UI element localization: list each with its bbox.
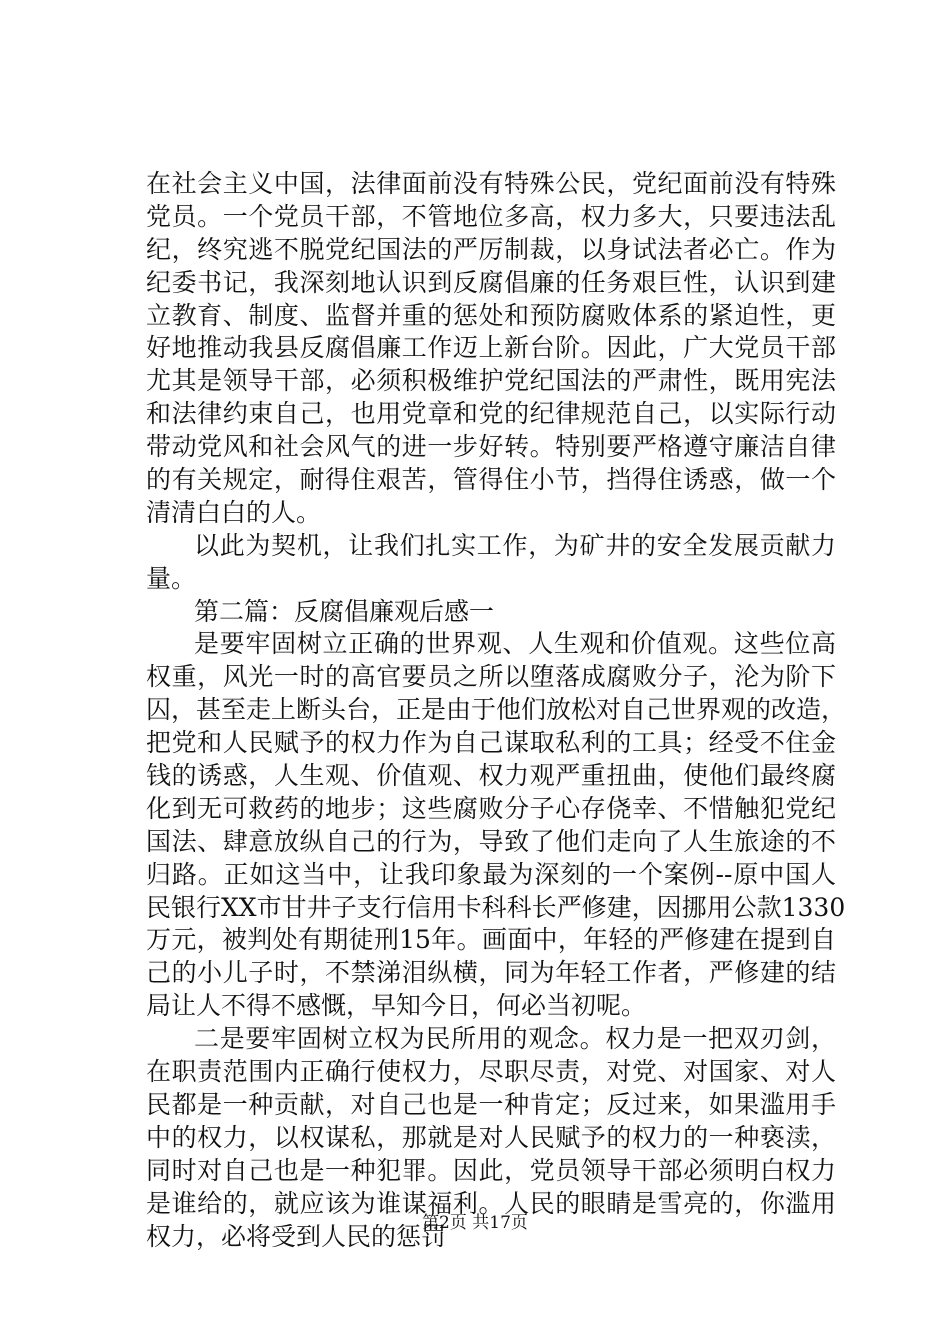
text-line: 民银行XX市甘井子支行信用卡科科长严修建，因挪用公款1330 bbox=[146, 892, 846, 922]
page-number-footer: 第2页 共17页 bbox=[422, 1213, 528, 1233]
text-line: 权力，必将受到人民的惩罚 bbox=[146, 1221, 447, 1251]
text-line: 囚，甚至走上断头台，正是由于他们放松对自己世界观的改造， bbox=[146, 695, 847, 725]
document-body bbox=[146, 168, 847, 1253]
text-line: 在职责范围内正确行使权力，尽职尽责，对党、对国家、对人 bbox=[146, 1057, 836, 1087]
text-line: 尤其是领导干部，必须积极维护党纪国法的严肃性，既用宪法 bbox=[146, 366, 836, 396]
text-line: 带动党风和社会风气的进一步好转。特别要严格遵守廉洁自律 bbox=[146, 432, 836, 462]
paragraph-first-line: 以此为契机，让我们扎实工作，为矿井的安全发展贡献力 bbox=[194, 530, 836, 560]
text-line: 量。 bbox=[146, 563, 197, 593]
text-line: 纪，终究逃不脱党纪国法的严厉制裁，以身试法者必亡。作为 bbox=[146, 234, 836, 264]
text-line: 局让人不得不感慨，早知今日，何必当初呢。 bbox=[146, 991, 647, 1021]
text-line: 是谁给的，就应该为谁谋福利。人民的眼睛是雪亮的，你滥用 bbox=[146, 1188, 836, 1218]
text-line: 的有关规定，耐得住艰苦，管得住小节，挡得住诱惑，做一个 bbox=[146, 465, 836, 495]
text-line: 同时对自己也是一种犯罪。因此，党员领导干部必须明白权力 bbox=[146, 1155, 836, 1185]
text-line: 清清白白的人。 bbox=[146, 497, 322, 527]
text-line: 归路。正如这当中，让我印象最为深刻的一个案例--原中国人 bbox=[146, 859, 836, 889]
paragraph-first-line: 是要牢固树立正确的世界观、人生观和价值观。这些位高 bbox=[194, 629, 836, 659]
text-line: 和法律约束自己，也用党章和党的纪律规范自己，以实际行动 bbox=[146, 399, 836, 429]
text-line: 党员。一个党员干部，不管地位多高，权力多大，只要违法乱 bbox=[146, 201, 836, 231]
text-line: 民都是一种贡献，对自己也是一种肯定；反过来，如果滥用手 bbox=[146, 1089, 836, 1119]
text-line: 钱的诱惑，人生观、价值观、权力观严重扭曲，使他们最终腐 bbox=[146, 761, 836, 791]
text-line: 在社会主义中国，法律面前没有特殊公民，党纪面前没有特殊 bbox=[146, 169, 836, 198]
text-line: 权重，风光一时的高官要员之所以堕落成腐败分子，沦为阶下 bbox=[146, 662, 836, 692]
section-heading: 第二篇：反腐倡廉观后感一 bbox=[194, 596, 495, 626]
text-line: 纪委书记，我深刻地认识到反腐倡廉的任务艰巨性，认识到建 bbox=[146, 267, 836, 297]
text-line: 万元，被判处有期徒刑15年。画面中，年轻的严修建在提到自 bbox=[146, 925, 836, 955]
text-line: 己的小儿子时，不禁涕泪纵横，同为年轻工作者，严修建的结 bbox=[146, 958, 836, 988]
text-line: 好地推动我县反腐倡廉工作迈上新台阶。因此，广大党员干部 bbox=[146, 333, 836, 363]
text-line: 立教育、制度、监督并重的惩处和预防腐败体系的紧迫性，更 bbox=[146, 300, 836, 330]
text-line: 化到无可救药的地步；这些腐败分子心存侥幸、不惜触犯党纪 bbox=[146, 793, 836, 823]
text-line: 把党和人民赋予的权力作为自己谋取私利的工具；经受不住金 bbox=[146, 728, 836, 758]
paragraph-first-line: 二是要牢固树立权为民所用的观念。权力是一把双刃剑， bbox=[194, 1024, 836, 1054]
text-line: 国法、肆意放纵自己的行为，导致了他们走向了人生旅途的不 bbox=[146, 826, 836, 856]
text-line: 中的权力，以权谋私，那就是对人民赋予的权力的一种亵渎， bbox=[146, 1122, 836, 1152]
